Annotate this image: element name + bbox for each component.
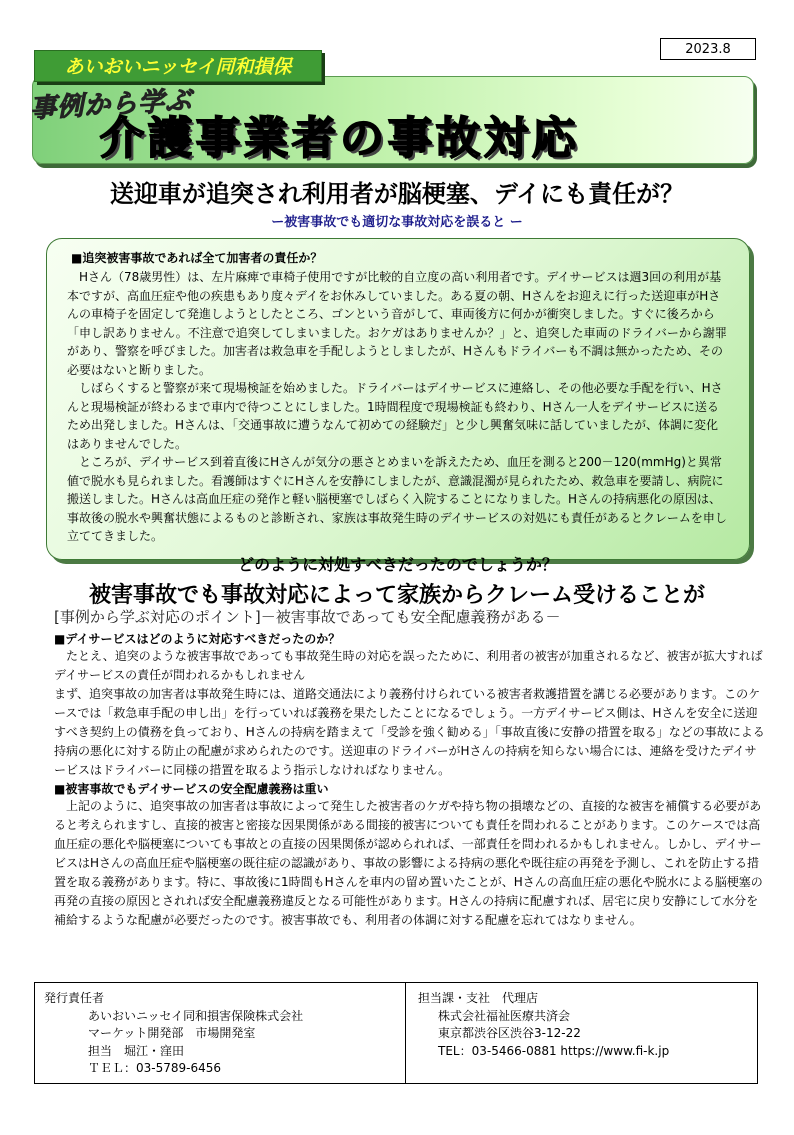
publisher-staff: 担当 堀江・窪田 xyxy=(88,1043,185,1058)
publisher-tel: ＴＥＬ：03-5789-6456 xyxy=(88,1061,222,1075)
case-box xyxy=(46,238,750,574)
agent-company: 株式会社福祉医療共済会 xyxy=(438,1008,571,1023)
case-heading: ■追突被害事故であれば全て加害者の責任か？ xyxy=(71,251,323,265)
publisher-company: あいおいニッセイ同和損害保険株式会社 xyxy=(88,1008,304,1023)
footer-publisher xyxy=(44,990,303,1078)
case-paragraph-2: しばらくすると警察が来て現場検証を始めました。ドライバーはデイサービスに連絡し、その他必要な手配を行い、Hさんと現場検証が終わるまで車内で待つことにしました。1時間程度で現場検証も終わり、Hさん一人をデイサービスに送るため出発しました。Hさんは、「交通事故に遭うなんて初めての経験だ」と少し興奮気味に話していましたが、体調に変化はありませんでした。 xyxy=(67,381,723,451)
agent-tel: TEL：03-5466-0881 https://www.fi-k.jp xyxy=(438,1043,670,1058)
section-subtitle: [事例から学ぶ対応のポイント]－被害事故であっても安全配慮義務がある－ xyxy=(54,608,561,626)
footer-agent xyxy=(418,990,669,1060)
publisher-dept: マーケット開発部 市場開発室 xyxy=(88,1026,256,1040)
section-body xyxy=(54,630,766,930)
case-paragraph-3: ところが、デイサービス到着直後にHさんが気分の悪さとめまいを訴えたため、血圧を測ると200－120(mmHg)と異常値で脱水も見られました。看護師はすぐにHさんを安静にしましたが、意識混濁が見られたため、救急車を要請し、病院に搬送しました。Hさんは高血圧症の発作と軽い脳梗塞でしばらく入院することになりました。Hさんの持病悪化の原因は、事故後の脱水や興奮状態によるものと診断され、家族は事故発生時のデイサービスの対処にも責任があるとクレームを申し立ててきました。 xyxy=(67,455,727,543)
case-question: どのように対処すべきだったのでしょうか？ xyxy=(238,554,558,574)
series-title: 介護事業者の事故対応 xyxy=(100,113,580,164)
agent-label: 担当課・支社 代理店 xyxy=(418,991,539,1005)
section-paragraph-3: 上記のように、追突事故の加害者は事故によって発生した被害者のケガや持ち物の損壊などの、直接的な被害を補償する必要があると考えられますし、直接的被害と密接な因果関係がある間接的被害についても責任を問われることがあります。このケースでは高血圧症の悪化や脳梗塞についても事故との直接の因果関係が認められれば、一部責任を問われるかもしれません。しかし、デイサービスはHさんの高血圧症や脳梗塞の既往症の認識があり、事故の影響による持病の悪化や既往症の再発を予測し、これを防止する措置を取る義務があります。特に、事故後に1時間もHさんを車内の留め置いたことが、Hさんの高血圧症の悪化や脱水による脳梗塞の再発の直接の原因とされれば安全配慮義務違反となる可能性があります。Hさんの持病に配慮すれば、居宅に戻り安静にして水分を補給するような配慮が必要だったのです。被害事故でも、利用者の体調に対する配慮を忘れてはなりません。 xyxy=(54,799,763,927)
sub-headline: ー被害事故でも適切な事故対応を誤ると ー xyxy=(271,215,523,230)
section-paragraph-1: たとえ、追突のような被害事故であっても事故発生時の対応を誤ったために、利用者の被害が加重されるなど、被害が拡大すればデイサービスの責任が問われるかもしれません xyxy=(54,649,763,682)
section-title: 被害事故でも事故対応によって家族からクレーム受けることが xyxy=(88,583,705,608)
publisher-label: 発行責任者 xyxy=(44,991,105,1005)
section-heading-2: ■被害事故でもデイサービスの安全配慮義務は重い xyxy=(54,782,329,796)
headline: 送迎車が追突され利用者が脳梗塞、デイにも責任が？ xyxy=(109,180,685,208)
case-paragraph-1: Hさん（78歳男性）は、左片麻痺で車椅子使用ですが比較的自立度の高い利用者です。デイサービスは週3回の利用が基本ですが、高血圧症や他の疾患もあり度々デイをお休みしていました。ある夏の朝、Hさんをお迎えに行った送迎車がHさんの車椅子を固定して発進しようとしたところ、ゴンという音がして、車両後方に何かが衝突しました。すぐに後ろから「申し訳ありません。不注意で追突してしまいました。おケガはありませんか？」と、追突した車両のドライバーから謝罪があり、警察を呼びました。加害者は救急車を手配しようとしましたが、Hさんもドライバーも不調は無かったため、その必要はないと断りました。 xyxy=(67,270,727,377)
section-heading-1: ■デイサービスはどのように対応すべきだったのか？ xyxy=(54,632,341,646)
agent-address: 東京都渋谷区渋谷3-12-22 xyxy=(438,1026,581,1040)
section-paragraph-2: まず、追突事故の加害者は事故発生時には、道路交通法により義務付けられている被害者救護措置を講じる必要があります。このケースでは「救急車手配の申し出」を行っていれば義務を果たしたことになるでしょう。一方デイサービス側は、Hさんを安全に送迎すべき契約上の債務を負っており、Hさんの持病を踏まえて「受診を強く勧める」「事故直後に安静の措置を取る」などの事故による持病の悪化に対する防止の配慮が求められたのです。送迎車のドライバーがHさんの持病を知らない場合には、連絡を受けたデイサービスはドライバーに同様の措置を取るよう指示しなければなりません。 xyxy=(54,687,765,777)
series-kana: 事例から学ぶ xyxy=(29,85,193,125)
brand-label: あいおいニッセイ同和損保 xyxy=(34,50,322,82)
footer-divider xyxy=(405,982,406,1084)
issue-date: 2023.8 xyxy=(660,38,756,60)
